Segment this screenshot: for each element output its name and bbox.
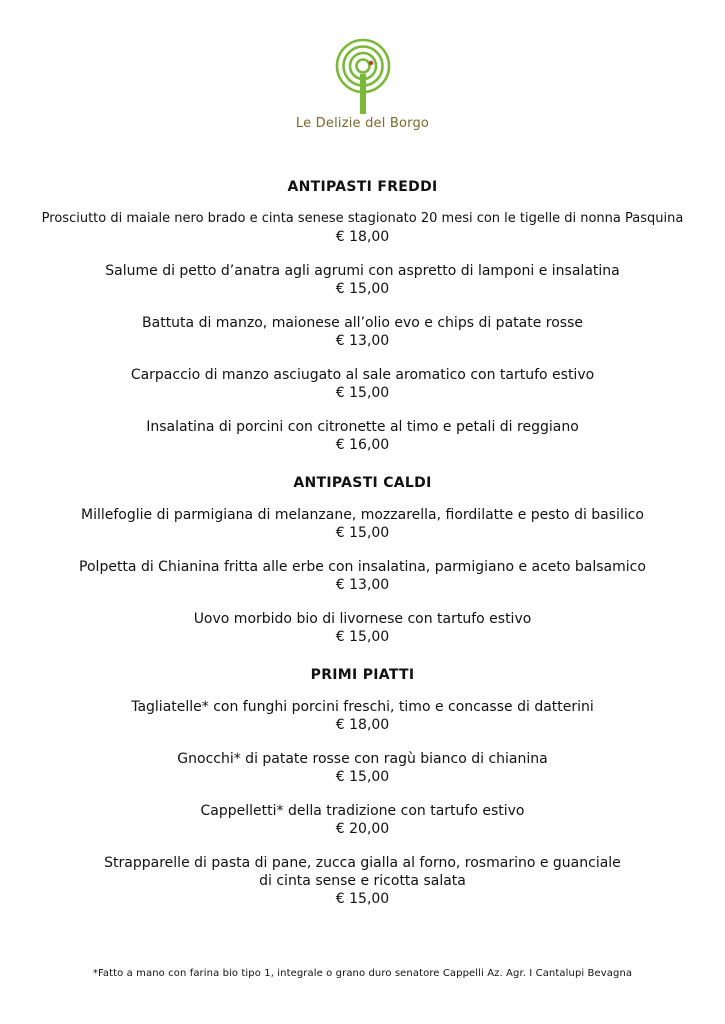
dish-name: Tagliatelle* con funghi porcini freschi, timo e concasse di datterini [131,699,594,715]
dish-price: € 16,00 [335,437,390,453]
menu-item [0,366,725,402]
menu-item [0,210,725,246]
dish-name: Insalatina di porcini con citronette al timo e petali di reggiano [146,419,579,435]
section-primi-piatti [0,664,725,908]
dish-name: Strapparelle di pasta di pane, zucca gialla al forno, rosmarino e guanciale [104,855,621,871]
dish-name: Gnocchi* di patate rosse con ragù bianco di chianina [177,751,548,767]
dish-name: Battuta di manzo, maionese all’olio evo e chips di patate rosse [142,315,583,331]
section-title: ANTIPASTI CALDI [293,475,432,491]
spiral-tree-icon [333,38,393,114]
menu-item [0,558,725,594]
menu-item [0,262,725,298]
section-title: PRIMI PIATTI [310,667,415,683]
dish-name: Uovo morbido bio di livornese con tartufo estivo [193,611,532,627]
dish-price: € 15,00 [335,891,390,907]
dish-price: € 13,00 [335,577,390,593]
menu-item [0,750,725,786]
menu-item [0,610,725,646]
section-antipasti-caldi [0,472,725,646]
dish-price: € 15,00 [335,385,390,401]
menu-item [0,418,725,454]
dish-name: Polpetta di Chianina fritta alle erbe con insalatina, parmigiano e aceto balsamico [79,559,646,575]
dish-price: € 13,00 [335,333,390,349]
dish-name: Salume di petto d’anatra agli agrumi con aspretto di lamponi e insalatina [105,263,620,279]
dish-name: Carpaccio di manzo asciugato al sale aromatico con tartufo estivo [130,367,595,383]
menu-item [0,802,725,838]
section-antipasti-freddi [0,176,725,454]
restaurant-logo [0,38,725,131]
dish-name: Cappelletti* della tradizione con tartufo estivo [200,803,525,819]
menu [0,176,725,926]
dish-name: Millefoglie di parmigiana di melanzane, mozzarella, fiordilatte e pesto di basilico [81,507,644,523]
dish-price: € 15,00 [335,281,390,297]
dish-price: € 20,00 [335,821,390,837]
dish-price: € 18,00 [335,229,390,245]
footnote: *Fatto a mano con farina bio tipo 1, integrale o grano duro senatore Cappelli Az. Agr. I Cantalupi Bevagna [92,968,633,979]
menu-item [0,506,725,542]
dish-name: Prosciutto di maiale nero brado e cinta senese stagionato 20 mesi con le tigelle di nonna Pasquina [41,211,684,226]
menu-item [0,314,725,350]
dish-price: € 15,00 [335,525,390,541]
menu-item [0,698,725,734]
section-title: ANTIPASTI FREDDI [287,179,438,195]
dish-price: € 15,00 [335,629,390,645]
menu-item [0,854,725,908]
dish-price: € 15,00 [335,769,390,785]
brand-name: Le Delizie del Borgo [295,116,430,131]
dish-price: € 18,00 [335,717,390,733]
dish-name-line-2: di cinta sense e ricotta salata [259,873,466,889]
